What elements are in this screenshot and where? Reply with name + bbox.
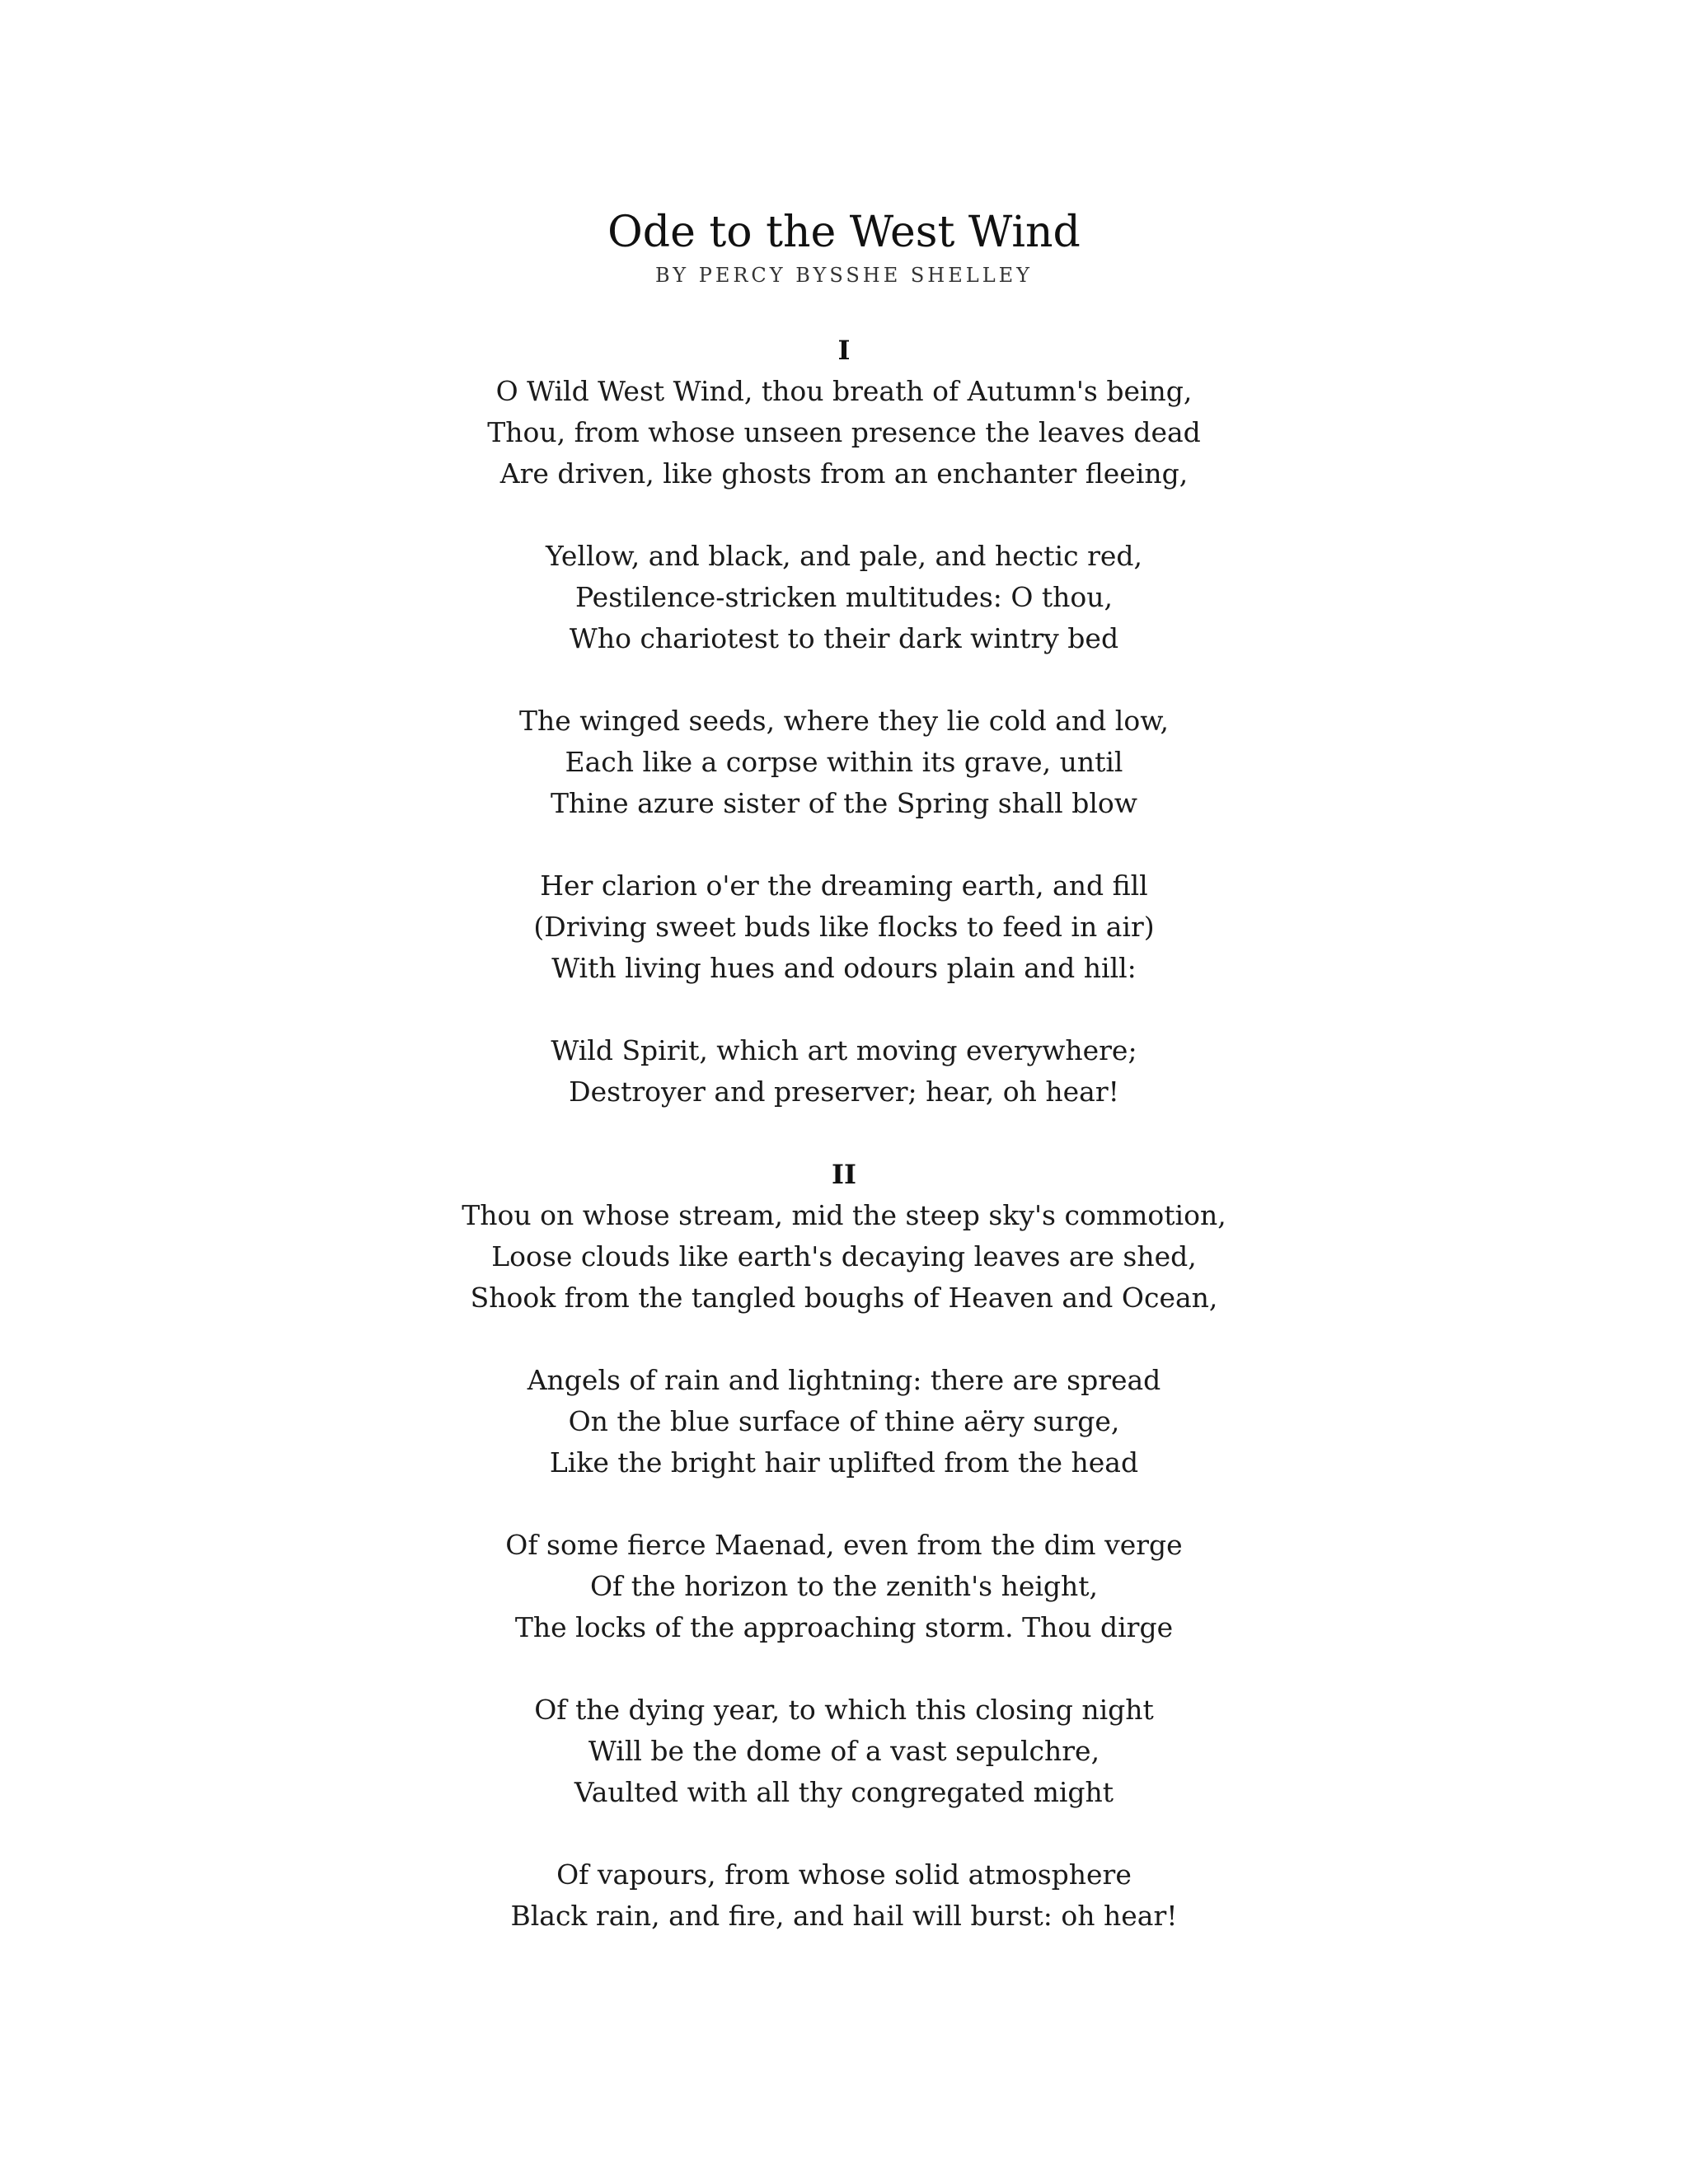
section-number: I — [837, 335, 851, 366]
poem-line: Shook from the tangled boughs of Heaven and Ocean, — [470, 1282, 1218, 1314]
stanza-break — [0, 989, 1688, 1030]
stanza — [0, 1195, 1688, 1319]
poem-byline: BY PERCY BYSSHE SHELLEY — [655, 264, 1033, 287]
poem-line: O Wild West Wind, thou breath of Autumn's being, — [495, 375, 1193, 407]
poem-line: Destroyer and preserver; hear, oh hear! — [569, 1076, 1119, 1108]
poem-line: Of vapours, from whose solid atmosphere — [556, 1858, 1132, 1891]
stanza — [0, 1360, 1688, 1483]
poem-line: Vaulted with all thy congregated might — [574, 1776, 1114, 1808]
poem-title: Ode to the West Wind — [607, 208, 1081, 257]
poem-line: Wild Spirit, which art moving everywhere; — [551, 1034, 1137, 1066]
stanza-break — [0, 1813, 1688, 1854]
stanza — [0, 371, 1688, 494]
poem-line: Pestilence-stricken multitudes: O thou, — [574, 581, 1114, 613]
poem-line: Thou, from whose unseen presence the leaves dead — [487, 416, 1201, 448]
poem-line: (Driving sweet buds like flocks to feed in air) — [533, 911, 1155, 943]
stanza — [0, 1525, 1688, 1648]
poem-line: Thine azure sister of the Spring shall blow — [551, 787, 1137, 819]
poem-body — [0, 330, 1688, 1937]
stanza-break — [0, 1483, 1688, 1525]
poem-line: Are driven, like ghosts from an enchanter fleeing, — [499, 457, 1189, 490]
poem-line: Yellow, and black, and pale, and hectic red, — [545, 540, 1142, 572]
section-number: II — [832, 1159, 856, 1190]
poem-section-2 — [0, 1154, 1688, 1937]
stanza — [0, 1690, 1688, 1813]
poem-line: The locks of the approaching storm. Thou dirge — [514, 1611, 1174, 1643]
poem-line: Each like a corpse within its grave, until — [565, 746, 1123, 778]
poem-line: Like the bright hair uplifted from the head — [549, 1446, 1139, 1479]
stanza-break — [0, 494, 1688, 536]
poem-line: Of the dying year, to which this closing night — [534, 1694, 1154, 1726]
poem-section-1 — [0, 330, 1688, 1113]
stanza-break — [0, 1319, 1688, 1360]
poem-line: On the blue surface of thine aëry surge, — [568, 1405, 1120, 1437]
stanza-break — [0, 1648, 1688, 1690]
stanza — [0, 1030, 1688, 1113]
stanza-break — [0, 659, 1688, 701]
stanza — [0, 1854, 1688, 1937]
poem-line: The winged seeds, where they lie cold and low, — [518, 705, 1170, 737]
stanza — [0, 536, 1688, 659]
poem-line: Angels of rain and lightning: there are spread — [527, 1364, 1161, 1396]
poem-line: Black rain, and fire, and hail will burst: oh hear! — [510, 1900, 1178, 1932]
poem-line: Of the horizon to the zenith's height, — [589, 1570, 1099, 1602]
poem-line: Of some fierce Maenad, even from the dim verge — [505, 1529, 1183, 1561]
poem-line: Who chariotest to their dark wintry bed — [569, 622, 1119, 654]
section-break — [0, 1113, 1688, 1154]
stanza — [0, 865, 1688, 989]
poem-line: Will be the dome of a vast sepulchre, — [588, 1735, 1100, 1767]
poem-line: With living hues and odours plain and hill: — [551, 952, 1137, 984]
poem-line: Her clarion o'er the dreaming earth, and fill — [540, 869, 1148, 902]
poem-line: Loose clouds like earth's decaying leaves are shed, — [491, 1240, 1197, 1272]
poem-line: Thou on whose stream, mid the steep sky's commotion, — [462, 1199, 1226, 1231]
stanza — [0, 701, 1688, 824]
stanza-break — [0, 824, 1688, 865]
